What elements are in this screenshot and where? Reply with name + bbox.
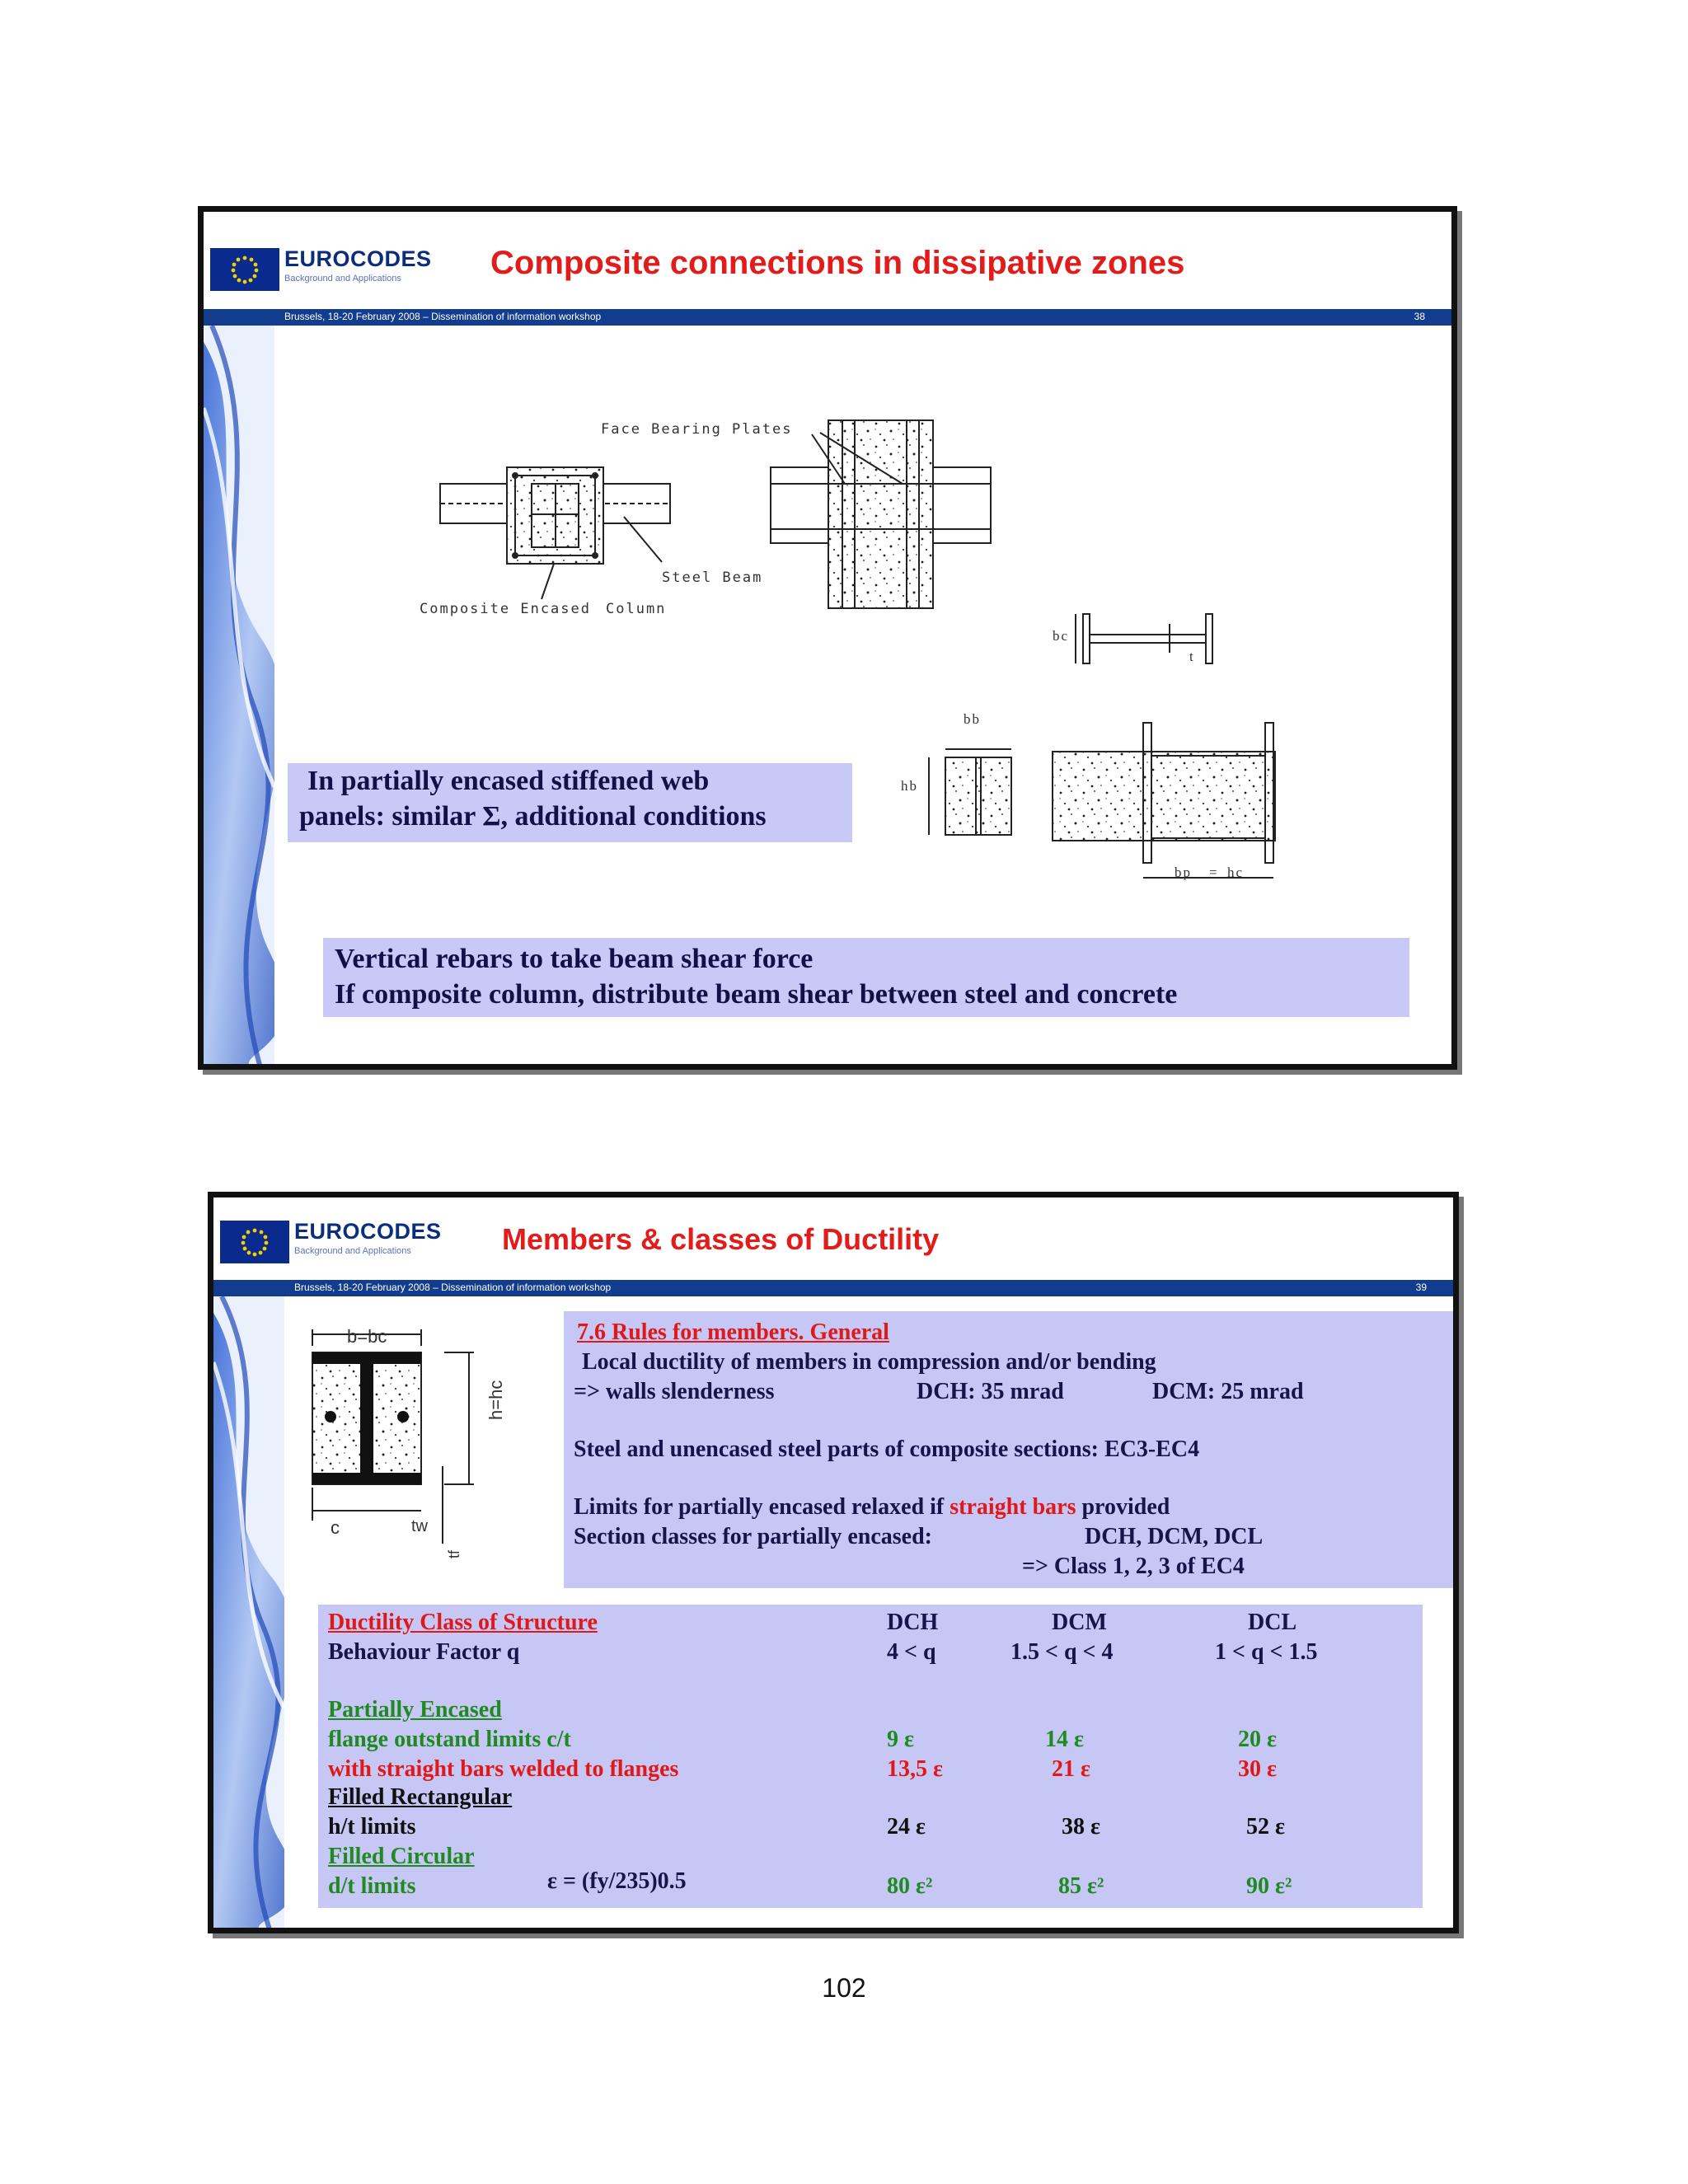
- rules-line-walls-slenderness: => walls slenderness: [574, 1379, 775, 1404]
- steel-beam-label: Steel Beam: [662, 569, 763, 586]
- b-equals-bc-label: b=bc: [347, 1326, 387, 1347]
- page-number: 102: [822, 1973, 866, 2003]
- info-bar-text: Brussels, 18-20 February 2008 – Dissemination of information workshop: [284, 311, 602, 322]
- t-label: t: [1189, 649, 1195, 664]
- info-bar-text: Brussels, 18-20 February 2008 – Dissemination of information workshop: [294, 1282, 612, 1293]
- epsilon-formula: ε = (fy/235)0.5: [547, 1868, 687, 1894]
- rules-line-limits-end: provided: [1076, 1494, 1170, 1520]
- bp-label: bp: [1175, 865, 1192, 880]
- tf-label: tf: [446, 1549, 462, 1558]
- face-bearing-plates-label: Face Bearing Plates: [601, 421, 793, 438]
- dt-dch: 80 ε²: [887, 1873, 933, 1899]
- slide-title: Composite connections in dissipative zones: [490, 245, 1185, 281]
- eurocodes-logo-text: EUROCODES: [284, 246, 432, 271]
- partially-encased-section-drawing: [296, 1305, 560, 1585]
- ht-limits-label: h/t limits: [328, 1814, 416, 1840]
- rules-line-dcm-mrad: DCM: 25 mrad: [1152, 1379, 1304, 1404]
- rules-line-local-ductility: Local ductility of members in compression and/or bending: [582, 1349, 1156, 1375]
- vertical-rebars-line1: Vertical rebars to take beam shear force: [335, 944, 814, 974]
- stiffened-web-note: [288, 763, 852, 842]
- eu-flag-logo: [220, 1221, 289, 1263]
- rules-line-limits: [574, 1494, 1170, 1521]
- ductility-table: [318, 1605, 1423, 1908]
- flange-outstand-label: flange outstand limits c/t: [328, 1727, 571, 1752]
- rules-line-section-classes: Section classes for partially encased:: [574, 1524, 932, 1549]
- bc-label: bc: [1053, 628, 1070, 644]
- straight-bars-label: with straight bars welded to flanges: [328, 1756, 679, 1782]
- rules-line-limits-text: Limits for partially encased relaxed if: [574, 1494, 950, 1520]
- dt-dcm: 85 ε²: [1058, 1873, 1104, 1899]
- partially-encased-heading: Partially Encased: [328, 1697, 502, 1722]
- vertical-rebars-note: [323, 938, 1409, 1017]
- rules-line-dch-mrad: DCH: 35 mrad: [917, 1379, 1064, 1404]
- rules-line-steel-parts: Steel and unencased steel parts of composite sections: EC3-EC4: [574, 1436, 1200, 1462]
- composite-encased-label: Composite Encased: [420, 601, 591, 617]
- logo-subtitle: Background and Applications: [284, 274, 401, 284]
- slide-header: [213, 1197, 1453, 1280]
- slide-title: Members & classes of Ductility: [502, 1222, 940, 1256]
- tw-label: tw: [411, 1517, 428, 1535]
- eurocodes-logo-text: EUROCODES: [294, 1219, 442, 1244]
- bars-dcm: 21 ε: [1052, 1756, 1090, 1782]
- c-label: c: [331, 1517, 340, 1538]
- ductility-class-heading: Ductility Class of Structure: [328, 1610, 598, 1635]
- column-label: Column: [606, 601, 667, 617]
- slide-38: [198, 206, 1457, 1070]
- col-header-dch: DCH: [887, 1610, 939, 1635]
- stiffened-web-line2: panels: similar Σ, additional conditions: [299, 801, 767, 832]
- bars-dch: 13,5 ε: [887, 1756, 943, 1782]
- bb-label: bb: [964, 711, 981, 727]
- behaviour-factor-label: Behaviour Factor q: [328, 1639, 520, 1665]
- logo-subtitle: Background and Applications: [294, 1246, 411, 1256]
- info-bar: [213, 1280, 1453, 1296]
- hb-label: hb: [901, 778, 918, 794]
- slide-number: 38: [1414, 311, 1425, 322]
- stiffened-web-line1: In partially encased stiffened web: [307, 766, 710, 796]
- dt-limits-label: d/t limits: [328, 1873, 416, 1899]
- q-dcl: 1 < q < 1.5: [1215, 1639, 1318, 1665]
- ht-dcm: 38 ε: [1062, 1814, 1100, 1840]
- flange-dch: 9 ε: [887, 1727, 914, 1752]
- vertical-rebars-line2: If composite column, distribute beam shear between steel and concrete: [335, 979, 1178, 1010]
- rules-line-class-ec4: => Class 1, 2, 3 of EC4: [1022, 1554, 1245, 1579]
- flange-dcl: 20 ε: [1238, 1727, 1277, 1752]
- rules-for-members-box: [564, 1311, 1459, 1588]
- ht-dcl: 52 ε: [1246, 1814, 1285, 1840]
- bars-dcl: 30 ε: [1238, 1756, 1277, 1782]
- decorative-swirl: [213, 1296, 284, 1933]
- q-dch: 4 < q: [887, 1639, 936, 1665]
- equals-label: =: [1209, 865, 1219, 880]
- flange-dcm: 14 ε: [1045, 1727, 1084, 1752]
- col-header-dcl: DCL: [1248, 1610, 1297, 1635]
- ht-dch: 24 ε: [887, 1814, 926, 1840]
- slide-39: [208, 1192, 1459, 1933]
- hc-label: hc: [1227, 865, 1245, 880]
- dt-dcl: 90 ε²: [1246, 1873, 1292, 1899]
- h-equals-hc-label: h=hc: [485, 1380, 506, 1420]
- col-header-dcm: DCM: [1052, 1610, 1107, 1635]
- rules-line-section-classes-values: DCH, DCM, DCL: [1085, 1524, 1264, 1549]
- slide-number: 39: [1415, 1282, 1427, 1293]
- q-dcm: 1.5 < q < 4: [1010, 1639, 1114, 1665]
- filled-rectangular-heading: Filled Rectangular: [328, 1784, 513, 1810]
- rules-heading: 7.6 Rules for members. General: [577, 1319, 889, 1345]
- straight-bars-highlight: straight bars: [950, 1494, 1076, 1520]
- filled-circular-heading: Filled Circular: [328, 1844, 475, 1869]
